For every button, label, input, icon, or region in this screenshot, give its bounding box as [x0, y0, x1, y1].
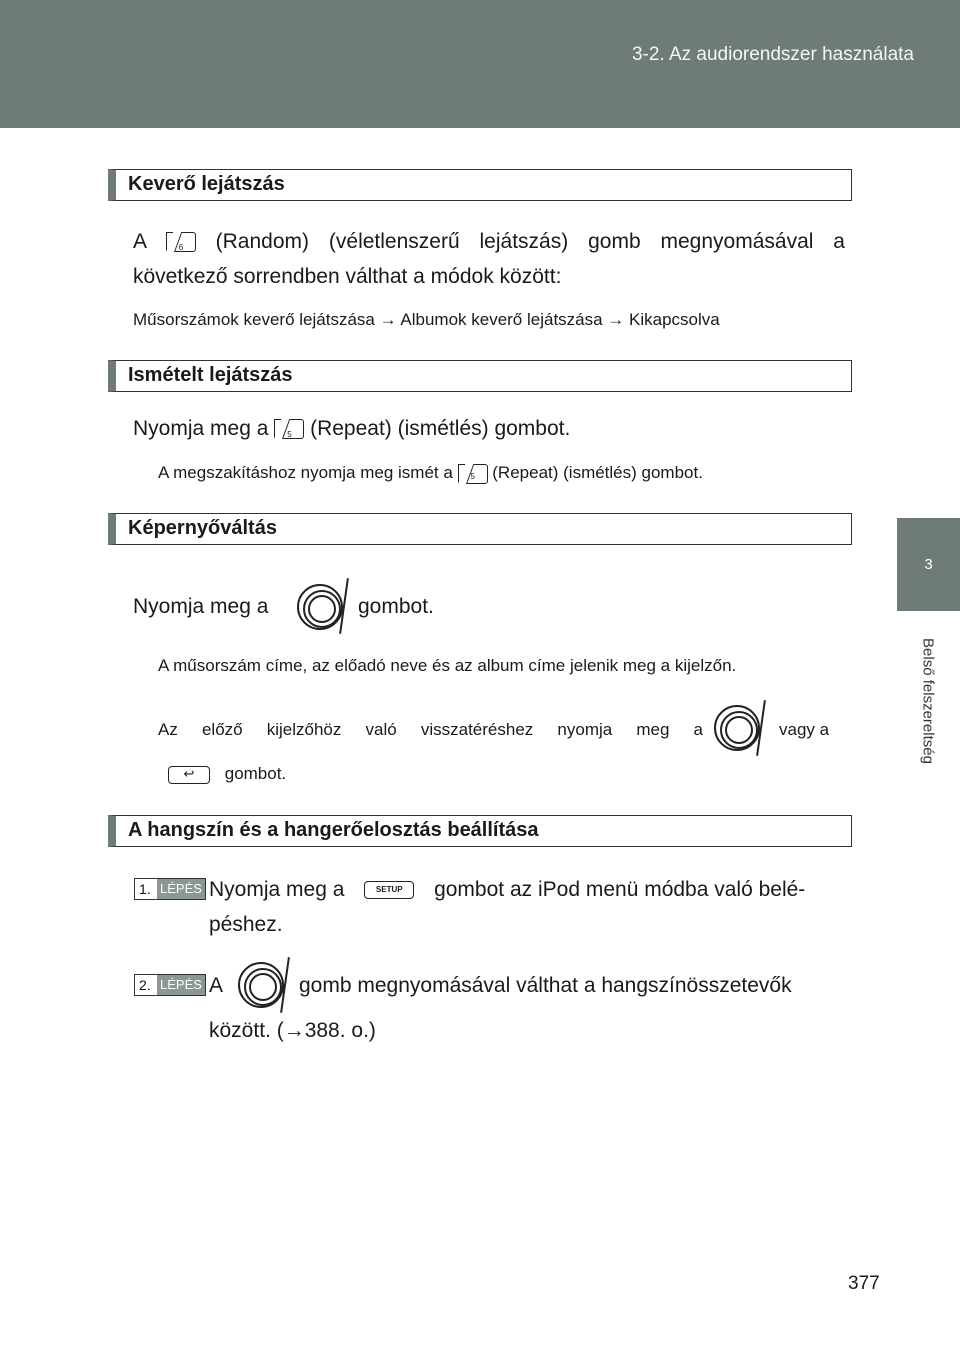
step-1-label: LÉPÉS [157, 879, 205, 899]
step-2-text-pre: A [209, 974, 224, 997]
random-sequence: Műsorszámok keverő lejátszása → Albumok keverő lejátszása → Kikapcsolva [133, 310, 720, 329]
chapter-tab [897, 611, 960, 791]
section-heading-random: Keverő lejátszás [108, 169, 852, 201]
random-button-icon [166, 232, 196, 252]
random-text-post: (Random) (véletlenszerű lejátszás) gomb megnyomásával a [215, 230, 845, 253]
display-note2-end: gombot. [224, 764, 287, 783]
random-paragraph-line2: következő sorrendben válthat a módok között: [133, 265, 562, 288]
repeat-paragraph [133, 414, 845, 444]
repeat-note-button-digit: 5 [470, 471, 475, 481]
repeat-note-pre: A megszakításhoz nyomja meg ismét a [158, 463, 453, 482]
section-heading-tone: A hangszín és a hangerőelosztás beállítása [108, 815, 852, 847]
display-note2-pre: Az előző kijelzőhöz való visszatéréshez nyomja meg a [158, 720, 703, 739]
display-text-pre: Nyomja meg a [133, 595, 269, 618]
repeat-note [158, 461, 848, 485]
display-note1: A műsorszám címe, az előadó neve és az album címe jelenik meg a kijelzőn. [158, 656, 737, 675]
repeat-note-post: (Repeat) (ismétlés) gombot. [492, 463, 703, 482]
tune-knob-icon-2 [714, 705, 760, 751]
tune-knob-icon-3 [238, 962, 284, 1008]
step-1-number: 1. [139, 881, 151, 897]
repeat-text-post: (Repeat) (ismétlés) gombot. [310, 417, 571, 440]
step-1-text-post: gombot az iPod menü módba való belé- [434, 878, 806, 901]
tune-knob-icon [297, 584, 343, 630]
step-1-badge [134, 878, 206, 900]
setup-button-icon: SETUP [364, 881, 414, 899]
step-2-text-post: gomb megnyomásával válthat a hangszínösszetevők [299, 974, 792, 997]
repeat-text-pre: Nyomja meg a [133, 417, 269, 440]
step-1-line2: péshez. [209, 913, 283, 936]
random-button-digit: 6 [178, 243, 184, 253]
random-text-pre: A [133, 230, 146, 253]
step-2-label: LÉPÉS [157, 975, 205, 995]
display-note2-post: vagy a [779, 720, 830, 739]
chapter-tab-label: Belső felszereltség [919, 638, 937, 764]
step-2-badge [134, 974, 206, 996]
page-number: 377 [848, 1273, 880, 1294]
repeat-button-icon [274, 419, 304, 439]
display-note2-line2 [168, 762, 286, 786]
step-2-number: 2. [139, 977, 151, 993]
random-paragraph-line1 [133, 227, 845, 257]
display-text-post: gombot. [358, 595, 434, 618]
repeat-note-button-icon [458, 464, 488, 484]
section-heading-display: Képernyőváltás [108, 513, 852, 545]
page-header [0, 0, 960, 128]
repeat-button-digit: 5 [287, 430, 292, 440]
step-1-line1 [209, 875, 849, 905]
back-button-icon: ↩ [168, 766, 210, 784]
step-2-line2: között. (→388. o.) [209, 1019, 376, 1042]
step-1-text-pre: Nyomja meg a [209, 878, 345, 901]
chapter-tab-number: 3 [897, 518, 960, 611]
section-heading-repeat: Ismételt lejátszás [108, 360, 852, 392]
chapter-title: 3-2. Az audiorendszer használata [631, 44, 914, 65]
